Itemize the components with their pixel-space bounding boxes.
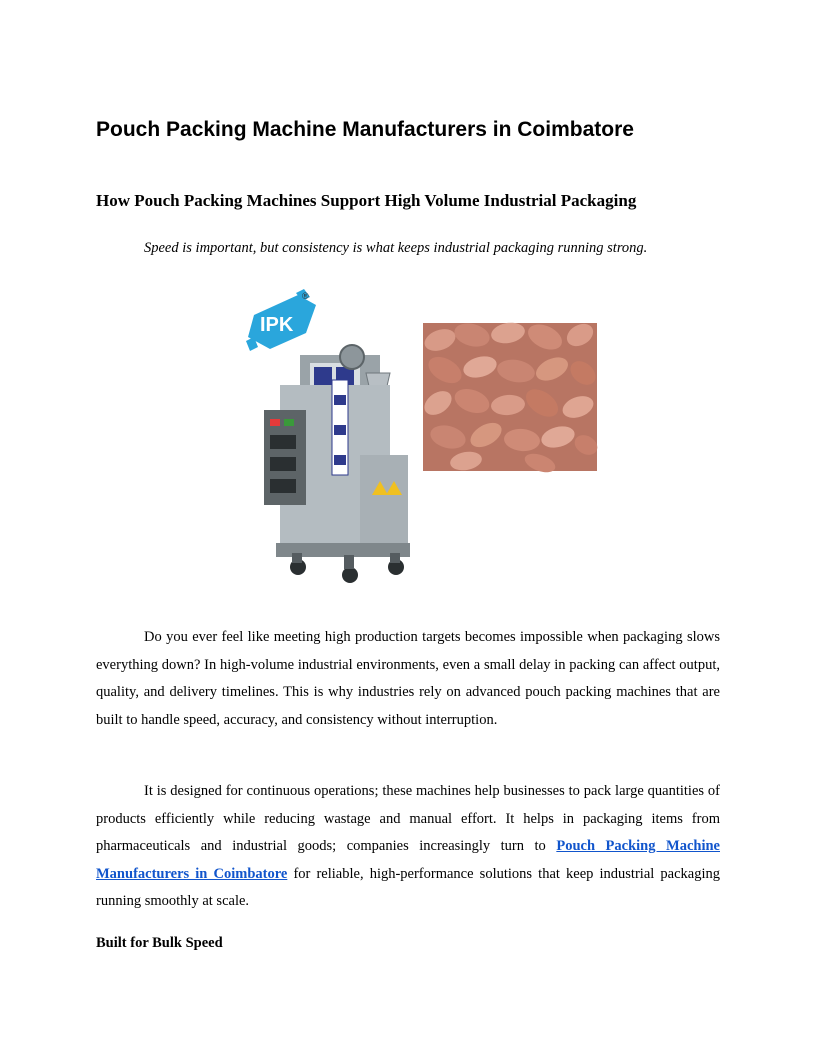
second-paragraph-text-end: for reliable, high-performance solutions that keep industrial packaging running smoothly at scale.: [96, 865, 720, 909]
manufacturers-link[interactable]: Pouch Packing Machine Manufacturers in Coimbatore: [96, 838, 720, 882]
ipk-logo: [246, 289, 316, 351]
intro-paragraph: Do you ever feel like meeting high production targets becomes impossible when packaging slows everything down? In high-volume industrial environments, even a small delay in packing can affect output, quality, and delivery timelines. This is why industries rely on advanced pouch packing machines that are built to handle speed, accuracy, and consistency without interruption.: [96, 629, 720, 728]
section-heading: Built for Bulk Speed: [96, 935, 223, 951]
product-image: [240, 285, 610, 590]
peanuts-photo: [420, 319, 601, 476]
tagline: Speed is important, but consistency is what keeps industrial packaging running strong.: [144, 240, 648, 256]
second-paragraph: [96, 778, 720, 916]
article-subtitle: How Pouch Packing Machines Support High Volume Industrial Packaging: [96, 191, 637, 210]
page-title: Pouch Packing Machine Manufacturers in Coimbatore: [96, 118, 634, 141]
second-paragraph-text: It is designed for continuous operations; these machines help businesses to pack large quantities of products efficiently while reducing wastage and manual effort. It helps in packaging items from pharmaceuticals and industrial goods; companies increasingly turn to: [96, 783, 720, 854]
registered-mark: ®: [302, 291, 309, 301]
packing-machine-illustration: [264, 345, 410, 583]
logo-text: IPK: [260, 314, 294, 336]
